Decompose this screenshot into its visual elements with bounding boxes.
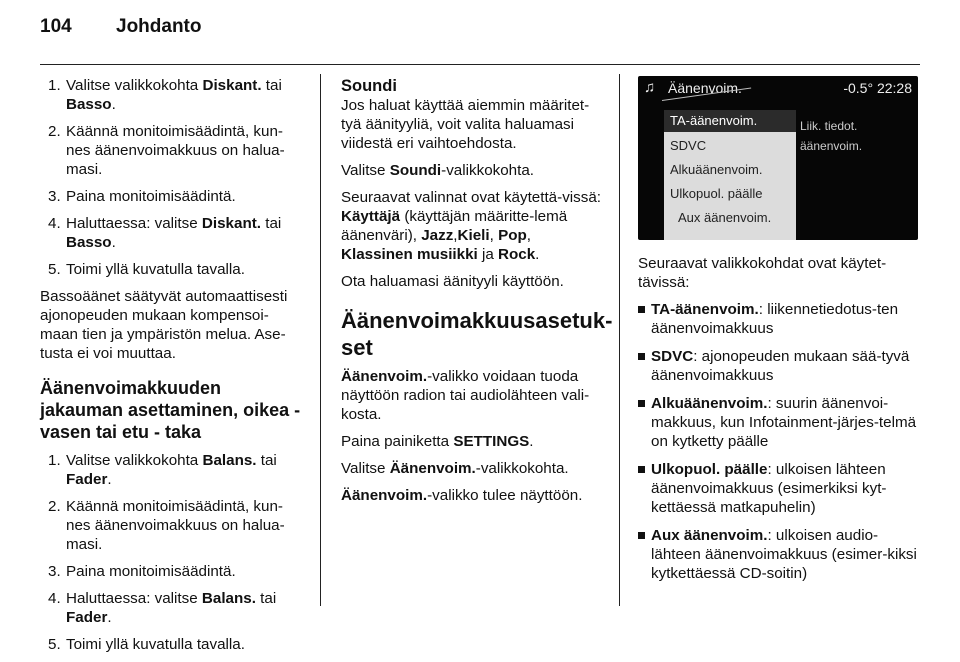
list-item: Aux äänenvoim.: ulkoisen audio-lähteen äänenvoimakkuus (esimer-kiksi kytkettäessä CD-soitin) [638,526,922,583]
list-item: 5. Toimi yllä kuvatulla tavalla. [48,261,245,278]
balance-fader-steps [40,451,302,654]
soundi-select: Valitse Soundi-valikkokohta. [341,162,535,179]
menu-item: Alkuäänenvoim. [670,162,763,177]
list-item: 3. Paina monitoimisäädintä. [48,188,236,205]
screen-side-info [800,116,862,156]
volume-menu-shown: Äänenvoim.-valikko tulee näyttöön. [341,487,583,504]
list-item: 2. Käännä monitoimisäädintä, kun-nes äänenvoimakkuus on halua-masi. [48,498,285,553]
screen-title: Äänenvoim. [668,80,742,96]
screen-menu [664,110,796,240]
list-item: TA-äänenvoim.: liikennetiedotus-ten äänenvoimakkuus [638,300,922,338]
treble-bass-steps [40,76,302,279]
page-title: Johdanto [116,16,202,37]
infotainment-screen-image [638,76,918,240]
page-header [40,16,202,38]
options-list [638,300,922,583]
select-volume: Valitse Äänenvoim.-valikkokohta. [341,460,569,477]
list-item: Alkuäänenvoim.: suurin äänenvoi-makkuus, kun Infotainment-järjes-telmä on kytketty päälle [638,394,922,451]
soundi-intro: Jos haluat käyttää aiemmin määritet-tyä äänityyliä, voit valita haluamasi viidestä eri vaihtoehdosta. [341,97,590,152]
options-intro: Seuraavat valikkokohdat ovat käytet-tävissä: [638,255,887,291]
soundi-activate: Ota haluamasi äänityyli käyttöön. [341,273,564,290]
list-item: 2. Käännä monitoimisäädintä, kun-nes äänenvoimakkuus on halua-masi. [48,123,285,178]
menu-item-selected: TA-äänenvoim. [664,110,796,132]
column-divider-2 [619,74,620,606]
list-item: 3. Paina monitoimisäädintä. [48,563,236,580]
list-item: 4. Haluttaessa: valitse Balans. tai Fader. [48,590,277,626]
music-note-icon: ♫ [644,79,656,96]
volume-settings-heading: Äänenvoimakkuusasetuk-set [341,308,613,360]
column-1 [40,76,302,662]
list-item: 1. Valitse valikkokohta Balans. tai Fader. [48,452,277,488]
balance-heading: Äänenvoimakkuuden jakauman asettaminen, oikea - vasen tai etu - taka [40,378,301,442]
volume-menu-intro: Äänenvoim.-valikko voidaan tuoda näyttöön radion tai audiolähteen vali-kosta. [341,368,590,423]
column-2 [341,76,613,513]
column-3 [638,76,922,592]
side-line: Liik. tiedot. [800,119,858,133]
list-item: 4. Haluttaessa: valitse Diskant. tai Basso. [48,215,282,251]
page-number: 104 [40,16,72,37]
header-divider [40,64,920,65]
side-line: äänenvoim. [800,139,863,153]
list-item: 1. Valitse valikkokohta Diskant. tai Basso. [48,77,282,113]
list-item: Ulkopuol. päälle: ulkoisen lähteen äänenvoimakkuus (esimerkiksi kyt-kettäessä matkapuhelin) [638,460,922,517]
list-item: SDVC: ajonopeuden mukaan sää-tyvä äänenvoimakkuus [638,347,922,385]
menu-item: Aux äänenvoim. [678,210,772,225]
soundi-options: Seuraavat valinnat ovat käytettä-vissä: Käyttäjä (käyttäjän määritte-lemä äänenväri), Jazz,Kieli, Pop, Klassinen musiikki ja Rock. [341,189,602,263]
bass-paragraph: Bassoäänet säätyvät automaattisesti ajonopeuden mukaan kompensoi-maan tien ja ympäristön melua. Ase-tusta ei voi muuttaa. [40,288,288,362]
menu-item: Ulkopuol. päälle [670,186,763,201]
column-divider-1 [320,74,321,606]
press-settings: Paina painiketta SETTINGS. [341,433,534,450]
screen-status: -0.5° 22:28 [843,80,912,96]
soundi-heading: Soundi [341,77,397,95]
list-item: 5. Toimi yllä kuvatulla tavalla. [48,636,245,653]
menu-item: SDVC [670,138,707,153]
